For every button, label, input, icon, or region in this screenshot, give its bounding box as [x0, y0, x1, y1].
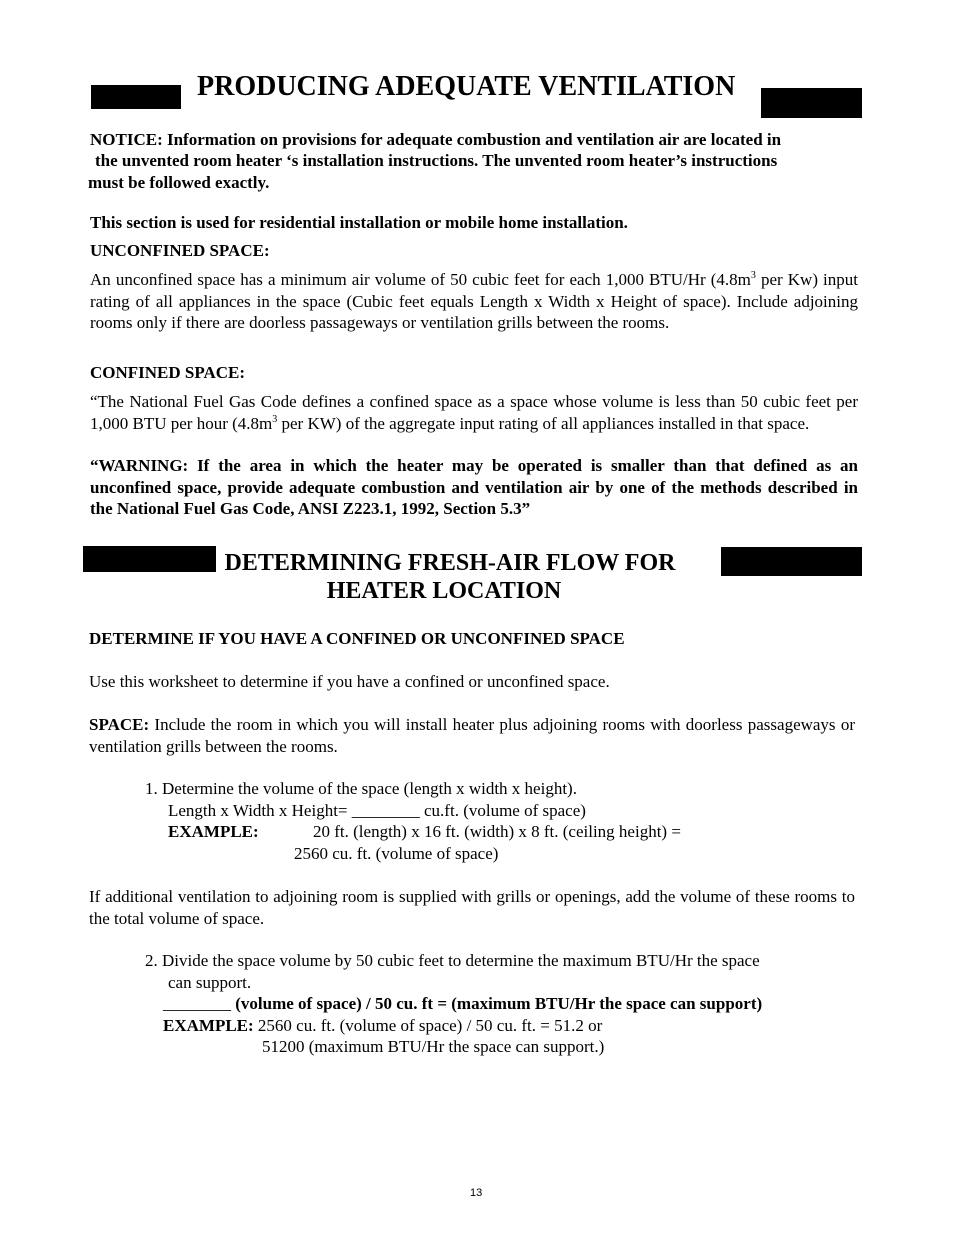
step-2-example-label: EXAMPLE: — [163, 1016, 254, 1035]
warning-paragraph: “WARNING: If the area in which the heater may be operated is smaller than that defined as an unconfined space, provide adequate combustion and ventilation air by one of the methods described in the National Fuel Gas Code, ANSI Z223.1, 1992, Section 5.3” — [90, 456, 858, 518]
confined-paragraph — [90, 391, 858, 434]
confined-text-a: “The National Fuel Gas Code defines a confined space as a space whose volume is less than 50 cubic feet per 1,000 BTU per hour (4.8m — [90, 392, 858, 433]
worksheet-subheading: DETERMINE IF YOU HAVE A CONFINED OR UNCONFINED SPACE — [89, 629, 625, 648]
section-title-fresh-air-line-2: HEATER LOCATION — [326, 578, 562, 604]
notice-line-2: the unvented room heater ‘s installation instructions. The unvented room heater’s instructions — [95, 151, 778, 170]
header-bar-right-1 — [761, 88, 862, 118]
header-bar-left-1 — [91, 85, 181, 109]
additional-ventilation-paragraph: If additional ventilation to adjoining room is supplied with grills or openings, add the volume of these rooms to the total volume of space. — [89, 887, 855, 928]
step-2-line-1: 2. Divide the space volume by 50 cubic feet to determine the maximum BTU/Hr the space — [145, 951, 760, 970]
step-2-line-2: can support. — [168, 973, 252, 992]
step-1-example-label: EXAMPLE: — [168, 822, 259, 841]
step-2-formula-line — [163, 993, 762, 1015]
section-title-ventilation: PRODUCING ADEQUATE VENTILATION — [197, 71, 736, 102]
residential-note: This section is used for residential installation or mobile home installation. — [90, 213, 628, 232]
space-text: Include the room in which you will install heater plus adjoining rooms with doorless passageways or ventilation grills between the rooms. — [89, 715, 855, 756]
header-bar-right-2 — [721, 547, 862, 576]
step-2-example-text-1: 2560 cu. ft. (volume of space) / 50 cu. ft. = 51.2 or — [253, 1016, 603, 1035]
notice-line-1: NOTICE: Information on provisions for adequate combustion and ventilation air are located in — [90, 130, 782, 149]
space-label: SPACE: — [89, 715, 150, 734]
confined-heading: CONFINED SPACE: — [90, 363, 246, 382]
step-2-blank: ________ — [163, 994, 231, 1013]
step-1-line-2: Length x Width x Height= ________ cu.ft. (volume of space) — [168, 801, 586, 820]
confined-superscript: 3 — [272, 413, 278, 425]
confined-text-b: per KW) of the aggregate input rating of all appliances installed in that space. — [277, 413, 810, 433]
unconfined-text-a: An unconfined space has a minimum air volume of 50 cubic feet for each 1,000 BTU/Hr (4.8m — [90, 270, 751, 289]
space-paragraph — [89, 714, 855, 757]
section-title-fresh-air-line-1: DETERMINING FRESH-AIR FLOW FOR — [224, 550, 676, 576]
step-2-example-line-1 — [163, 1015, 602, 1037]
unconfined-superscript: 3 — [750, 270, 756, 281]
page-number: 13 — [470, 1187, 483, 1199]
step-1-example-line-2: 2560 cu. ft. (volume of space) — [294, 844, 499, 863]
unconfined-paragraph — [90, 269, 858, 334]
step-1-line-1: 1. Determine the volume of the space (length x width x height). — [145, 779, 577, 798]
worksheet-intro: Use this worksheet to determine if you have a confined or unconfined space. — [89, 672, 610, 691]
step-2-example-line-2: 51200 (maximum BTU/Hr the space can support.) — [262, 1037, 605, 1056]
unconfined-heading: UNCONFINED SPACE: — [90, 241, 270, 260]
step-1-example-line-1: 20 ft. (length) x 16 ft. (width) x 8 ft. (ceiling height) = — [313, 822, 681, 841]
unconfined-text-b: per Kw) input rating of all appliances in the space (Cubic feet equals Length x Width x Height of space). Include adjoining rooms only if there are doorless passageways or ventilation grills between the rooms. — [90, 270, 858, 332]
notice-line-3: must be followed exactly. — [88, 173, 270, 192]
step-2-formula: (volume of space) / 50 cu. ft = (maximum BTU/Hr the space can support) — [231, 994, 763, 1013]
